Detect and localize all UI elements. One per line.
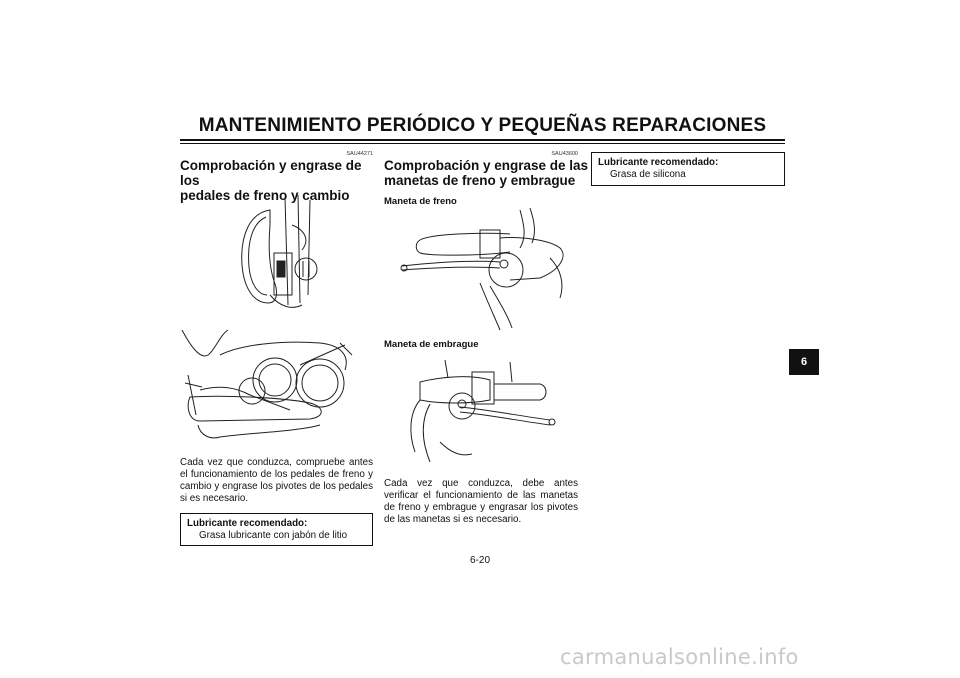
page-number: 6-20	[469, 555, 490, 566]
section-heading-pedals: Comprobación y engrase de los pedales de freno y cambio	[180, 158, 362, 203]
section-heading-levers: Comprobación y engrase de las manetas de freno y embrague	[384, 158, 589, 188]
lubricant-box-pedals: Lubricante recomendado: Grasa lubricante con jabón de litio	[180, 513, 373, 546]
title-rule-thick	[180, 139, 785, 141]
chapter-tab[interactable]: 6	[789, 349, 819, 375]
brake-lever-label: Maneta de freno	[384, 196, 457, 207]
lubricant-box-levers: Lubricante recomendado: Grasa de silicona	[591, 152, 785, 186]
pedals-paragraph: Cada vez que conduzca, compruebe antes el funcionamiento de los pedales de freno y cambio y engrase los pivotes de los pedales si es necesario.	[180, 457, 373, 504]
brake-pedal-illustration	[230, 195, 330, 320]
watermark: carmanualsonline.info	[560, 645, 799, 669]
section-code: SAU43600	[551, 151, 578, 157]
shift-pedal-illustration	[180, 325, 380, 450]
title-rule-thin	[180, 143, 785, 144]
section-code: SAU44271	[346, 151, 373, 157]
clutch-lever-label: Maneta de embrague	[384, 339, 479, 350]
clutch-lever-illustration	[400, 352, 560, 470]
page-title: MANTENIMIENTO PERIÓDICO Y PEQUEÑAS REPARACIONES	[198, 115, 767, 136]
brake-lever-illustration	[400, 208, 575, 333]
levers-paragraph: Cada vez que conduzca, debe antes verificar el funcionamiento de las manetas de freno y embrague y engrasar los pivotes de las manetas si es necesario.	[384, 478, 578, 525]
